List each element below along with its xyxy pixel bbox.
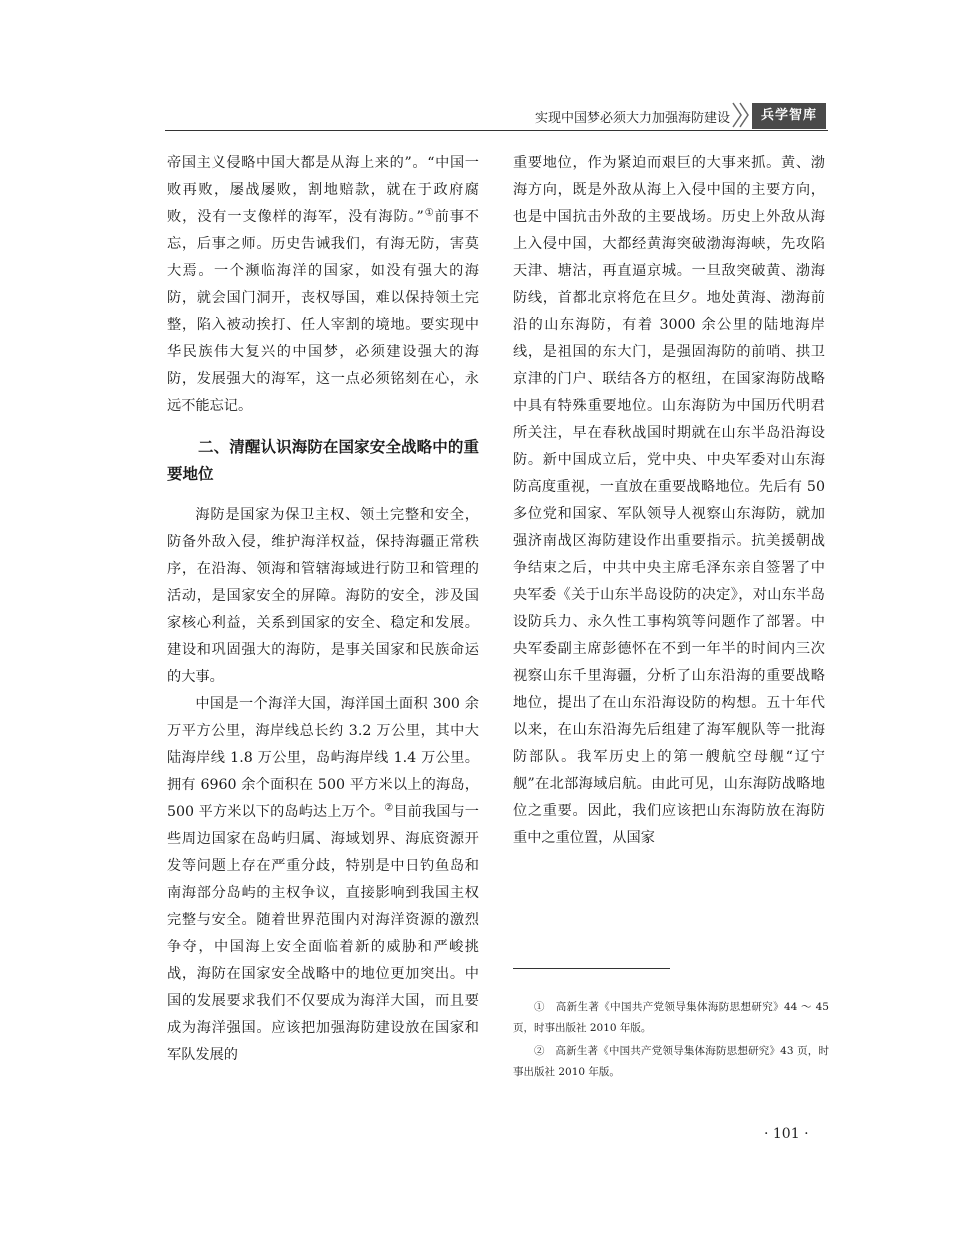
left-column: [167, 150, 479, 1069]
section-heading: 二、清醒认识海防在国家安全战略中的重要地位: [167, 438, 479, 483]
running-title: 实现中国梦必须大力加强海防建设: [534, 111, 730, 126]
header-rule: [165, 130, 828, 131]
double-chevron-icon: [730, 101, 752, 129]
page-number: · 101 ·: [764, 1126, 809, 1142]
footnote: ① 高新生著《中国共产党领导集体海防思想研究》44 ～ 45 页，时事出版社 2010 年版。: [513, 1001, 829, 1034]
paragraph: 重要地位，作为紧迫而艰巨的大事来抓。黄、渤海方向，既是外敌从海上入侵中国的主要方向，也是中国抗击外敌的主要战场。历史上外敌从海上入侵中国，大都经黄海突破渤海海峡，先攻陷天津、塘沽，再直逼京城。一旦敌突破黄、渤海防线，首都北京将危在旦夕。地处黄海、渤海前沿的山东海防，有着 3000 余公里的陆地海岸线，是祖国的东大门，是强固海防的前哨、拱卫京津的门户、联结各方的枢纽，在国家海防战略中具有特殊重要地位。山东海防为中国历代明君所关注，早在春秋战国时期就在山东半岛沿海设防。新中国成立后，党中央、中央军委对山东海防高度重视，一直放在重要战略地位。先后有 50 多位党和国家、军队领导人视察山东海防，就加强济南战区海防建设作出重要指示。抗美援朝战争结束之后，中共中央主席毛泽东亲自签署了中央军委《关于山东半岛设防的决定》，对山东半岛设防兵力、永久性工事构筑等问题作了部署。中央军委副主席彭德怀在不到一年半的时间内三次视察山东千里海疆，分析了山东沿海的重要战略地位，提出了在山东沿海设防的构想。五十年代以来，在山东沿海先后组建了海军舰队等一批海防部队。我军历史上的第一艘航空母舰“辽宁舰”在北部海域启航。由此可见，山东海防战略地位之重要。因此，我们应该把山东海防放在海防重中之重位置，从国家: [513, 155, 825, 846]
footnote-rule: [513, 968, 670, 969]
paragraph: 中国是一个海洋大国，海洋国土面积 300 余万平方公里，海岸线总长约 3.2 万公里，其中大陆海岸线 1.8 万公里，岛屿海岸线 1.4 万公里。拥有 6960 余个面积在 500 平方米以上的海岛，500 平方米以下的岛屿达上万个。②目前我国与一些周边国家在岛屿归属、海域划界、海底资源开发等问题上存在严重分歧，特别是中日钓鱼岛和南海部分岛屿的主权争议，直接影响到我国主权完整与安全。随着世界范围内对海洋资源的激烈争夺，中国海上安全面临着新的威胁和严峻挑战，海防在国家安全战略中的地位更加突出。中国的发展要求我们不仅要成为海洋大国，而且要成为海洋强国。应该把加强海防建设放在国家和军队发展的: [167, 696, 479, 1063]
footnote-ref: ②: [384, 802, 394, 814]
footnotes: [513, 997, 829, 1085]
paragraph: 帝国主义侵略中国大都是从海上来的”。“中国一败再败，屡战屡败，割地赔款，就在于政府腐败，没有一支像样的海军，没有海防。”①前事不忘，后事之师。历史告诫我们，有海无防，害莫大焉。一个濒临海洋的国家，如没有强大的海防，就会国门洞开，丧权辱国，难以保持领土完整，陷入被动挨打、任人宰割的境地。要实现中华民族伟大复兴的中国梦，必须建设强大的海防，发展强大的海军，这一点必须铭刻在心，永远不能忘记。: [167, 155, 479, 414]
paragraph: 海防是国家为保卫主权、领土完整和安全，防备外敌入侵，维护海洋权益，保持海疆正常秩序，在沿海、领海和管辖海域进行防卫和管理的活动，是国家安全的屏障。海防的安全，涉及国家核心利益，关系到国家的安全、稳定和发展。建设和巩固强大的海防，是事关国家和民族命运的大事。: [167, 507, 479, 685]
right-column: [513, 150, 825, 852]
section-badge: 兵学智库: [752, 103, 826, 129]
footnote-ref: ①: [423, 207, 435, 219]
footnote: ② 高新生著《中国共产党领导集体海防思想研究》43 页，时事出版社 2010 年版。: [513, 1045, 829, 1078]
